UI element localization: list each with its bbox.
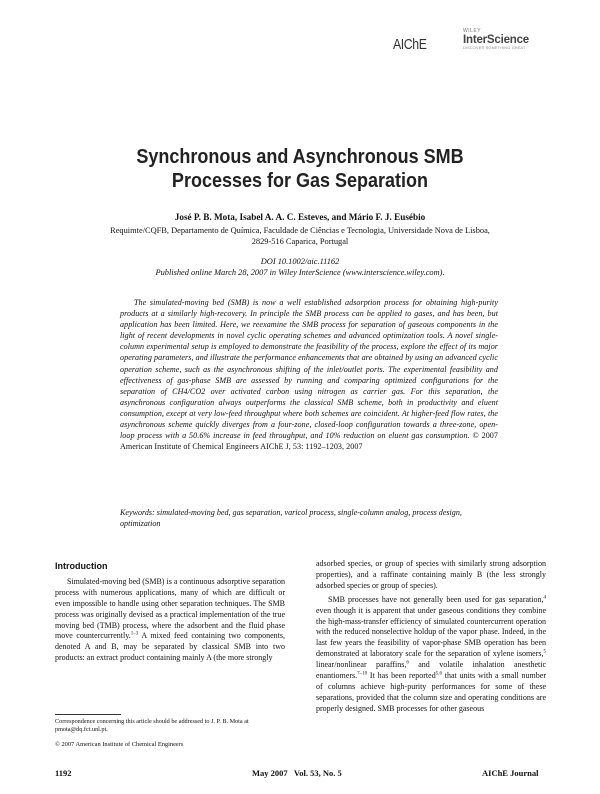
wiley-logo-top: WILEY — [463, 28, 482, 34]
citation: 4 — [543, 595, 546, 601]
affiliation-line1: Requimte/CQFB, Departamento de Química, Faculdade de Ciências e Tecnologia, Universidade Nova de Lisboa, — [110, 226, 490, 235]
correspondence-footnote: Correspondence concerning this article should be addressed to J. P. B. Mota at pmota@dq.fct.unl.pt. — [55, 718, 249, 733]
abstract-text: The simulated-moving bed (SMB) is now a well established adsorption process for obtaining high-purity products at a similarly high-recovery. In principle the SMB process can be applied to gases, and has been, but application has been limited. Here, we reexamine the SMB process for separation of gaseous components in the light of recent developments in novel cyclic operating schemes and advanced optimization tools. A novel single-column experimental setup is employed to demonstrate the feasibility of the process, explore the effect of its major operating parameters, and illustrate the performance enhancements that are obtained by using an advanced cyclic operation scheme, such as the asynchronous shifting of the inlet/outlet ports. The experimental feasibility and effectiveness of gas-phase SMB are assessed by running and comparing optimized configurations for the separation of CH4/CO2 over activated carbon using nitrogen as carrier gas. For this separation, the asynchronous configuration always outperforms the classical SMB scheme, both in productivity and eluent consumption, except at very low-feed throughput where both schemes are coincident. At higher-feed flow rates, the asynchronous scheme quickly diverges from a four-zone, closed-loop configuration towards a three-zone, open-loop process with a 50.6% increase in feed throughput, and 10% reduction on eluent gas consumption. — [120, 298, 498, 441]
author-list: José P. B. Mota, Isabel A. A. C. Esteves, and Mário F. J. Eusébio — [174, 212, 426, 222]
aiche-logo: AIChE — [393, 36, 427, 53]
citation: 7–10 — [357, 671, 368, 677]
page-number: 1192 — [55, 768, 72, 778]
publication-line: Published online March 28, 2007 in Wiley InterScience (www.interscience.wiley.com). — [155, 268, 445, 277]
intro-paragraph-1: Simulated-moving bed (SMB) is a continuous adsorptive separation process with numerous applications, many of which are difficult or even impossible to handle using other separation techniques. The SMB process was originally devised as a practical implementation of the true moving bed (TMB) process, where the adsorbent and the fluid phase move countercurrently.$^{1-3}$ A mixed feed containing two components, denoted A and B, may be separated by classical SMB into two products: an extract product containing mainly A (the more strongly — [55, 576, 285, 663]
footnote-copyright: © 2007 American Institute of Chemical Engineers — [55, 741, 184, 748]
wiley-logo-tagline: DISCOVER SOMETHING GREAT — [463, 46, 526, 50]
affiliation-line2: 2829-516 Caparica, Portugal — [251, 237, 349, 246]
wiley-interscience-logo — [463, 28, 553, 50]
doi-line: DOI 10.1002/aic.11162 — [260, 257, 340, 266]
section-heading-introduction: Introduction — [55, 561, 108, 571]
abstract-copyright: © 2007 American Institute of Chemical Engineers AIChE J, 53: 1192–1203, 2007 — [120, 431, 498, 452]
keywords: Keywords: simulated-moving bed, gas separation, varicol process, single-column analog, process design, optimization — [120, 508, 462, 529]
issue-info: May 2007 Vol. 53, No. 5 — [252, 768, 342, 778]
intro-paragraph-2: SMB processes have not generally been used for gas separation,$^4$ even though it is apparent that under gaseous conditions they combine the high-mass-transfer efficiency of simulated countercurrent operation with the reduced nonselective holdup of the vapor phase. Indeed, in the last few years the feasibility of vapor-phase SMB operation has been demonstrated at laboratory scale for the separation of xylene isomers,$^5$ linear/nonlinear paraffins,$^6$ and volatile inhalation anesthetic enantiomers.$^{7-10}$ It has been reported$^{5,6}$ that units with a small number of columns achieve high-purity performances for some of these separations, provided that the column size and operating conditions are properly designed. SMB processes for other gaseous — [316, 594, 546, 713]
intro-paragraph-1-cont: adsorbed species, or group of species with similarly strong adsorption properties), and a raffinate containing mainly B (the less strongly adsorbed species or group of species). — [316, 559, 546, 590]
paper-title-line2: Processes for Gas Separation — [171, 170, 429, 192]
right-column — [316, 559, 546, 715]
paper-title-line1: Synchronous and Asynchronous SMB — [136, 146, 464, 168]
citation: 1–3 — [130, 631, 139, 637]
citation: 5 — [543, 649, 546, 655]
wiley-logo-brand: InterScience — [463, 34, 529, 46]
journal-name: AIChE Journal — [482, 768, 539, 778]
abstract — [120, 297, 498, 452]
citation: 5,6 — [435, 671, 442, 677]
footnote-divider — [55, 714, 121, 715]
citation: 6 — [406, 660, 409, 666]
left-column — [55, 561, 285, 664]
